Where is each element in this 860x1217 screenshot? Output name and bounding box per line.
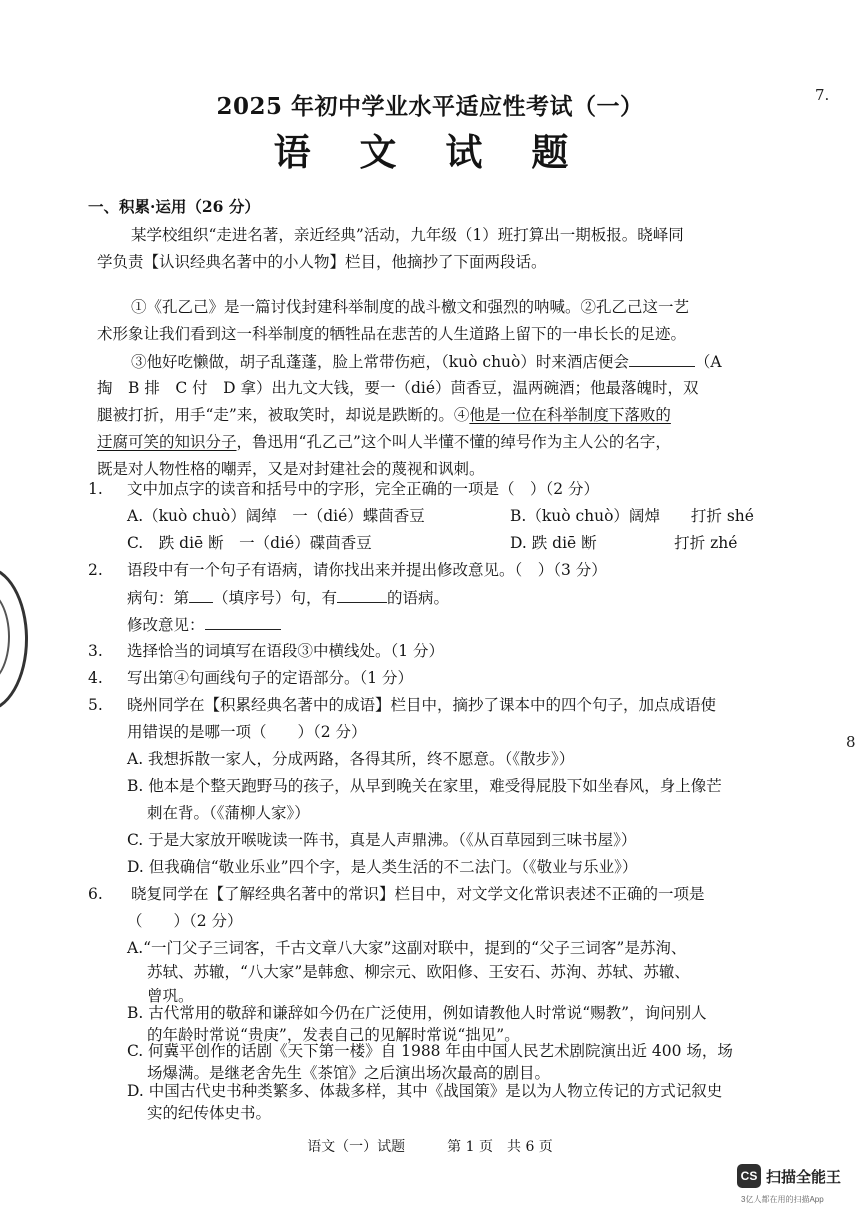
question-1-number: 1. — [88, 480, 103, 498]
corner-page-number: 7. — [815, 86, 830, 104]
subject-title: 语 文 试 题 — [273, 130, 587, 174]
q6-option-b-cont: 的年龄时常说“贵庚”，发表自己的见解时常说“拙见”。 — [147, 1026, 520, 1044]
q6-option-d-cont: 实的纪传体史书。 — [147, 1104, 272, 1122]
q5-option-a[interactable]: A. 我想拆散一家人，分成两路，各得其所，终不愿意。（《散步》） — [127, 750, 575, 768]
passage-2-line-5: 既是对人物性格的嘲弄，又是对封建社会的蔑视和讽刺。 — [97, 460, 485, 478]
fill-blank-3[interactable] — [629, 350, 695, 367]
passage-2-text-a: ③他好吃懒做，胡子乱蓬蓬，脸上常带伤疤，（kuò chuò）时来酒店便会 — [131, 353, 629, 371]
q6-option-a-cont-1: 苏轼、苏辙，“八大家”是韩愈、柳宗元、欧阳修、王安石、苏洵、苏轼、苏辙、 — [147, 963, 690, 981]
section-heading: 一、积累·运用（26 分） — [88, 197, 260, 216]
passage-2-text-c: 腿被打折，用手“走”来，被取笑时，却说是跌断的。④ — [97, 406, 470, 424]
q5-option-d[interactable]: D. 但我确信“敬业乐业”四个字，是人类生活的不二法门。（《敬业与乐业》） — [127, 858, 638, 876]
question-6-number: 6. — [88, 885, 103, 903]
scanner-logo — [737, 1164, 841, 1188]
question-4-stem: 写出第④句画线句子的定语部分。（1 分） — [127, 669, 414, 687]
q2-blank-number[interactable] — [189, 586, 213, 603]
q2-blank-error-type[interactable] — [337, 586, 387, 603]
margin-number: 8 — [846, 733, 856, 751]
passage-2-line-2: 掏 B 排 C 付 D 拿）出九文大钱，要一（dié）茴香豆，温两碗酒；他最落魄时，双 — [97, 379, 699, 397]
q5-option-c[interactable]: C. 于是大家放开喉咙读一阵书，真是人声鼎沸。（《从百草园到三味书屋》） — [127, 831, 637, 849]
q6-option-a[interactable]: A.“一门父子三词客，千古文章八大家”这副对联中，提到的“父子三词客”是苏洵、 — [127, 939, 687, 957]
passage-2-text-d: ，鲁迅用“孔乙己”这个叫人半懂不懂的绰号作为主人公的名字， — [236, 433, 671, 451]
q6-option-c-cont: 场爆满。是继老舍先生《茶馆》之后演出场次最高的剧目。 — [147, 1064, 551, 1082]
question-1-stem: 文中加点字的读音和括号中的字形，完全正确的一项是（ ）（2 分） — [127, 480, 600, 498]
question-4-number: 4. — [88, 669, 103, 687]
passage-1-line-2: 术形象让我们看到这一科举制度的牺牲品在悲苦的人生道路上留下的一串长长的足迹。 — [97, 325, 687, 343]
question-6-stem-1: 晓复同学在【了解经典名著中的常识】栏目中，对文学文化常识表述不正确的一项是 — [131, 885, 705, 903]
question-5-stem-2: 用错误的是哪一项（ ）（2 分） — [127, 723, 367, 741]
question-3-stem: 选择恰当的词填写在语段③中横线处。（1 分） — [127, 642, 445, 660]
passage-2-line-3 — [97, 404, 671, 426]
question-6-stem-2: （ ）（2 分） — [127, 912, 243, 930]
intro-line-1: 某学校组织“走进名著，亲近经典”活动，九年级（1）班打算出一期板报。晓峄同 — [131, 226, 684, 244]
q2-label-b: （填序号）句，有 — [213, 589, 338, 607]
q6-option-b[interactable]: B. 古代常用的敬辞和谦辞如今仍在广泛使用，例如请教他人时常说“赐教”，询问别人 — [127, 1004, 707, 1022]
q5-option-b-cont: 刺在背。（《蒲柳人家》） — [147, 804, 310, 822]
q2-sentence-line — [127, 586, 449, 609]
question-5-number: 5. — [88, 696, 103, 714]
question-5-stem-1: 晓州同学在【积累经典名著中的成语】栏目中，摘抄了课本中的四个句子，加点成语使 — [127, 696, 717, 714]
q2-label-a: 病句：第 — [127, 589, 190, 607]
page-footer: 语文（一）试题 第 1 页 共 6 页 — [307, 1139, 553, 1155]
underlined-sentence-part-1: 他是一位在科举制度下落败的 — [469, 406, 671, 424]
q5-option-b[interactable]: B. 他本是个整天跑野马的孩子，从早到晚关在家里，难受得屁股下如坐春风，身上像芒 — [127, 777, 722, 795]
q6-option-a-cont-2: 曾巩。 — [147, 987, 194, 1005]
passage-2-line-4 — [97, 431, 671, 453]
q2-blank-revision[interactable] — [205, 613, 281, 630]
scanner-tagline: 3亿人都在用的扫描App — [741, 1195, 824, 1204]
scanner-logo-text: 扫描全能王 — [766, 1168, 842, 1186]
passage-1-line-1: ①《孔乙己》是一篇讨伐封建科举制度的战斗檄文和强烈的呐喊。②孔乙己这一艺 — [131, 298, 690, 316]
passage-2-line-1 — [131, 350, 722, 373]
q6-option-c[interactable]: C. 何冀平创作的话剧《天下第一楼》自 1988 年由中国人民艺术剧院演出近 400 场，场 — [127, 1042, 733, 1060]
q6-option-d[interactable]: D. 中国古代史书种类繁多、体裁多样，其中《战国策》是以为人物立传记的方式记叙史 — [127, 1082, 723, 1100]
question-2-number: 2. — [88, 561, 103, 579]
q2-label-c: 的语病。 — [387, 589, 450, 607]
q2-revision-line — [127, 613, 281, 636]
q1-option-b[interactable]: B.（kuò chuò）阔焯 打折 shé — [510, 507, 754, 525]
q2-revision-label: 修改意见： — [127, 616, 205, 634]
question-3-number: 3. — [88, 642, 103, 660]
exam-title: 2025 年初中学业水平适应性考试（一） — [216, 93, 644, 120]
question-2-stem: 语段中有一个句子有语病，请你找出来并提出修改意见。（ ）（3 分） — [127, 561, 607, 579]
q1-option-a[interactable]: A.（kuò chuò）阔绰 一（dié）蝶茴香豆 — [127, 507, 425, 525]
intro-line-2: 学负责【认识经典名著中的小人物】栏目，他摘抄了下面两段话。 — [97, 253, 547, 271]
cs-logo-icon: CS — [737, 1164, 761, 1188]
passage-2-text-b: （A — [694, 353, 722, 371]
q1-option-d[interactable]: D. 跌 diē 断 打折 zhé — [510, 534, 738, 552]
underlined-sentence-part-2: 迂腐可笑的知识分子 — [97, 433, 237, 451]
q1-option-c[interactable]: C. 跌 diē 断 一（dié）碟茴香豆 — [127, 534, 372, 552]
